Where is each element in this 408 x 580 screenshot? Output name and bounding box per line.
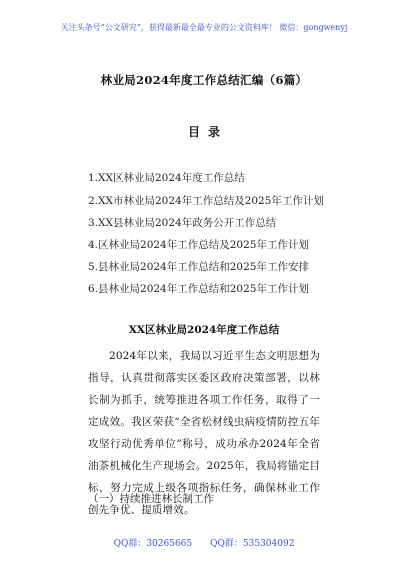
toc-item: 2.XX市林业局2024年工作总结及2025年工作计划: [88, 195, 324, 207]
toc-heading: 目录: [187, 125, 228, 139]
body-paragraph: 2024年以来，我局以习近平生态文明思想为指导，认真贯彻落实区委区政府决策部署，以林长制为抓手，统筹推进各项工作任务，取得了一定成效。我区荣获“全省松材线虫病疫情防控五年攻坚行动优秀单位”称号，成功承办2024年全省油茶机械化生产现场会。2025年，我局将锚定目标，努力完成上级各项指标任务，确保林业工作创先争优、提质增效。: [88, 350, 320, 516]
toc-item: 6.县林业局2024年工作总结和2025年工作计划: [88, 283, 309, 295]
toc-item: 4.区林业局2024年工作总结及2025年工作计划: [88, 239, 309, 251]
header-promo-text: 关注头条号“公文研究”，获得最新最全最专业的公文资料库！ 微信：gongwenyj: [60, 23, 348, 32]
document-title: 林业局2024年度工作总结汇编（6篇）: [100, 73, 308, 87]
toc-item: 5.县林业局2024年工作总结和2025年工作安排: [88, 261, 309, 273]
toc-item: 1.XX区林业局2024年度工作总结: [88, 172, 245, 184]
toc-item: 3.XX县林业局2024年政务公开工作总结: [88, 217, 277, 229]
subsection-heading: （一）持续推进林长制工作: [88, 493, 214, 505]
section-heading: XX区林业局2024年度工作总结: [128, 324, 280, 336]
footer-qq-groups: QQ群：30265665 QQ群：535304092: [113, 539, 295, 549]
